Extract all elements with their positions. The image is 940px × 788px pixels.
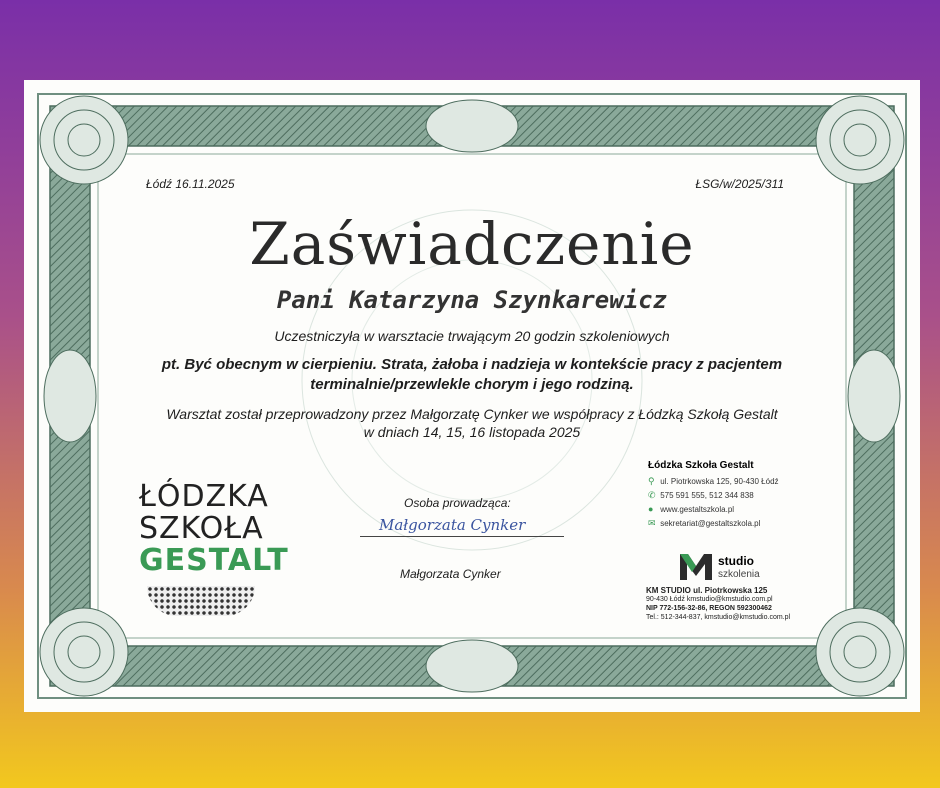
website-text: www.gestaltszkola.pl xyxy=(660,505,735,514)
website-row xyxy=(648,504,734,516)
issue-date: Łódź 16.11.2025 xyxy=(146,177,235,191)
email-text: sekretariat@gestaltszkola.pl xyxy=(660,519,761,528)
km-line1: KM STUDIO ul. Piotrkowska 125 xyxy=(646,586,768,595)
workshop-topic-line1: pt. Być obecnym w cierpieniu. Strata, żałoba i nadzieja w kontekście pracy z pacjentem xyxy=(161,356,783,373)
handwritten-signature: Małgorzata Cynker xyxy=(379,516,526,534)
km-logo-icon xyxy=(678,552,714,582)
participation-text: Uczestniczyła w warsztacie trwającym 20 godzin szkoleniowych xyxy=(274,328,670,344)
school-contact-title: Łódzka Szkoła Gestalt xyxy=(648,460,754,471)
km-sub: szkolenia xyxy=(718,569,760,580)
ornament-bottom xyxy=(426,640,518,692)
rosette-bottom-left xyxy=(40,608,128,696)
address-row xyxy=(648,476,779,488)
km-line4: Tel.: 512-344-837, kmstudio@kmstudio.com.pl xyxy=(646,614,791,621)
rosette-top-left xyxy=(40,96,128,184)
phone-icon: ✆ xyxy=(648,490,656,500)
ornament-top xyxy=(426,100,518,152)
rosette-bottom-right xyxy=(816,608,904,696)
conducted-by-line1: Warsztat został przeprowadzony przez Małgorzatę Cynker we współpracy z Łódzką Szkołą Gestalt xyxy=(166,406,778,422)
workshop-topic-line2: terminalnie/przewlekle chorym i jego rodziną. xyxy=(310,376,634,393)
km-line2: 90-430 Łódź kmstudio@kmstudio.com.pl xyxy=(646,596,773,603)
certificate xyxy=(24,80,920,712)
envelope-icon: ✉ xyxy=(648,518,656,528)
km-line3: NIP 772-156-32-86, REGON 592300462 xyxy=(646,605,772,612)
phone-row xyxy=(648,490,754,502)
logo-dot-pattern xyxy=(147,586,255,616)
certificate-title: Zaświadczenie xyxy=(249,210,695,278)
leader-label: Osoba prowadząca: xyxy=(404,496,511,510)
address-text: ul. Piotrkowska 125, 90-430 Łódź xyxy=(660,477,779,486)
rosette-top-right xyxy=(816,96,904,184)
school-logo xyxy=(139,479,289,622)
km-studio-stamp xyxy=(646,552,802,624)
location-pin-icon: ⚲ xyxy=(648,476,655,486)
km-brand: studio xyxy=(718,554,754,568)
leader-name: Małgorzata Cynker xyxy=(400,567,501,581)
conducted-by-line2: w dniach 14, 15, 16 listopada 2025 xyxy=(363,424,581,440)
logo-line3: GESTALT xyxy=(139,543,289,578)
logo-line1: ŁÓDZKA xyxy=(139,479,269,514)
phone-text: 575 591 555, 512 344 838 xyxy=(660,491,754,500)
signature-line xyxy=(360,536,564,537)
globe-icon: ● xyxy=(648,504,654,514)
recipient-name: Pani Katarzyna Szynkarewicz xyxy=(276,286,668,314)
logo-line2: SZKOŁA xyxy=(139,511,264,546)
email-row xyxy=(648,518,760,530)
reference-number: ŁSG/w/2025/311 xyxy=(695,177,784,191)
